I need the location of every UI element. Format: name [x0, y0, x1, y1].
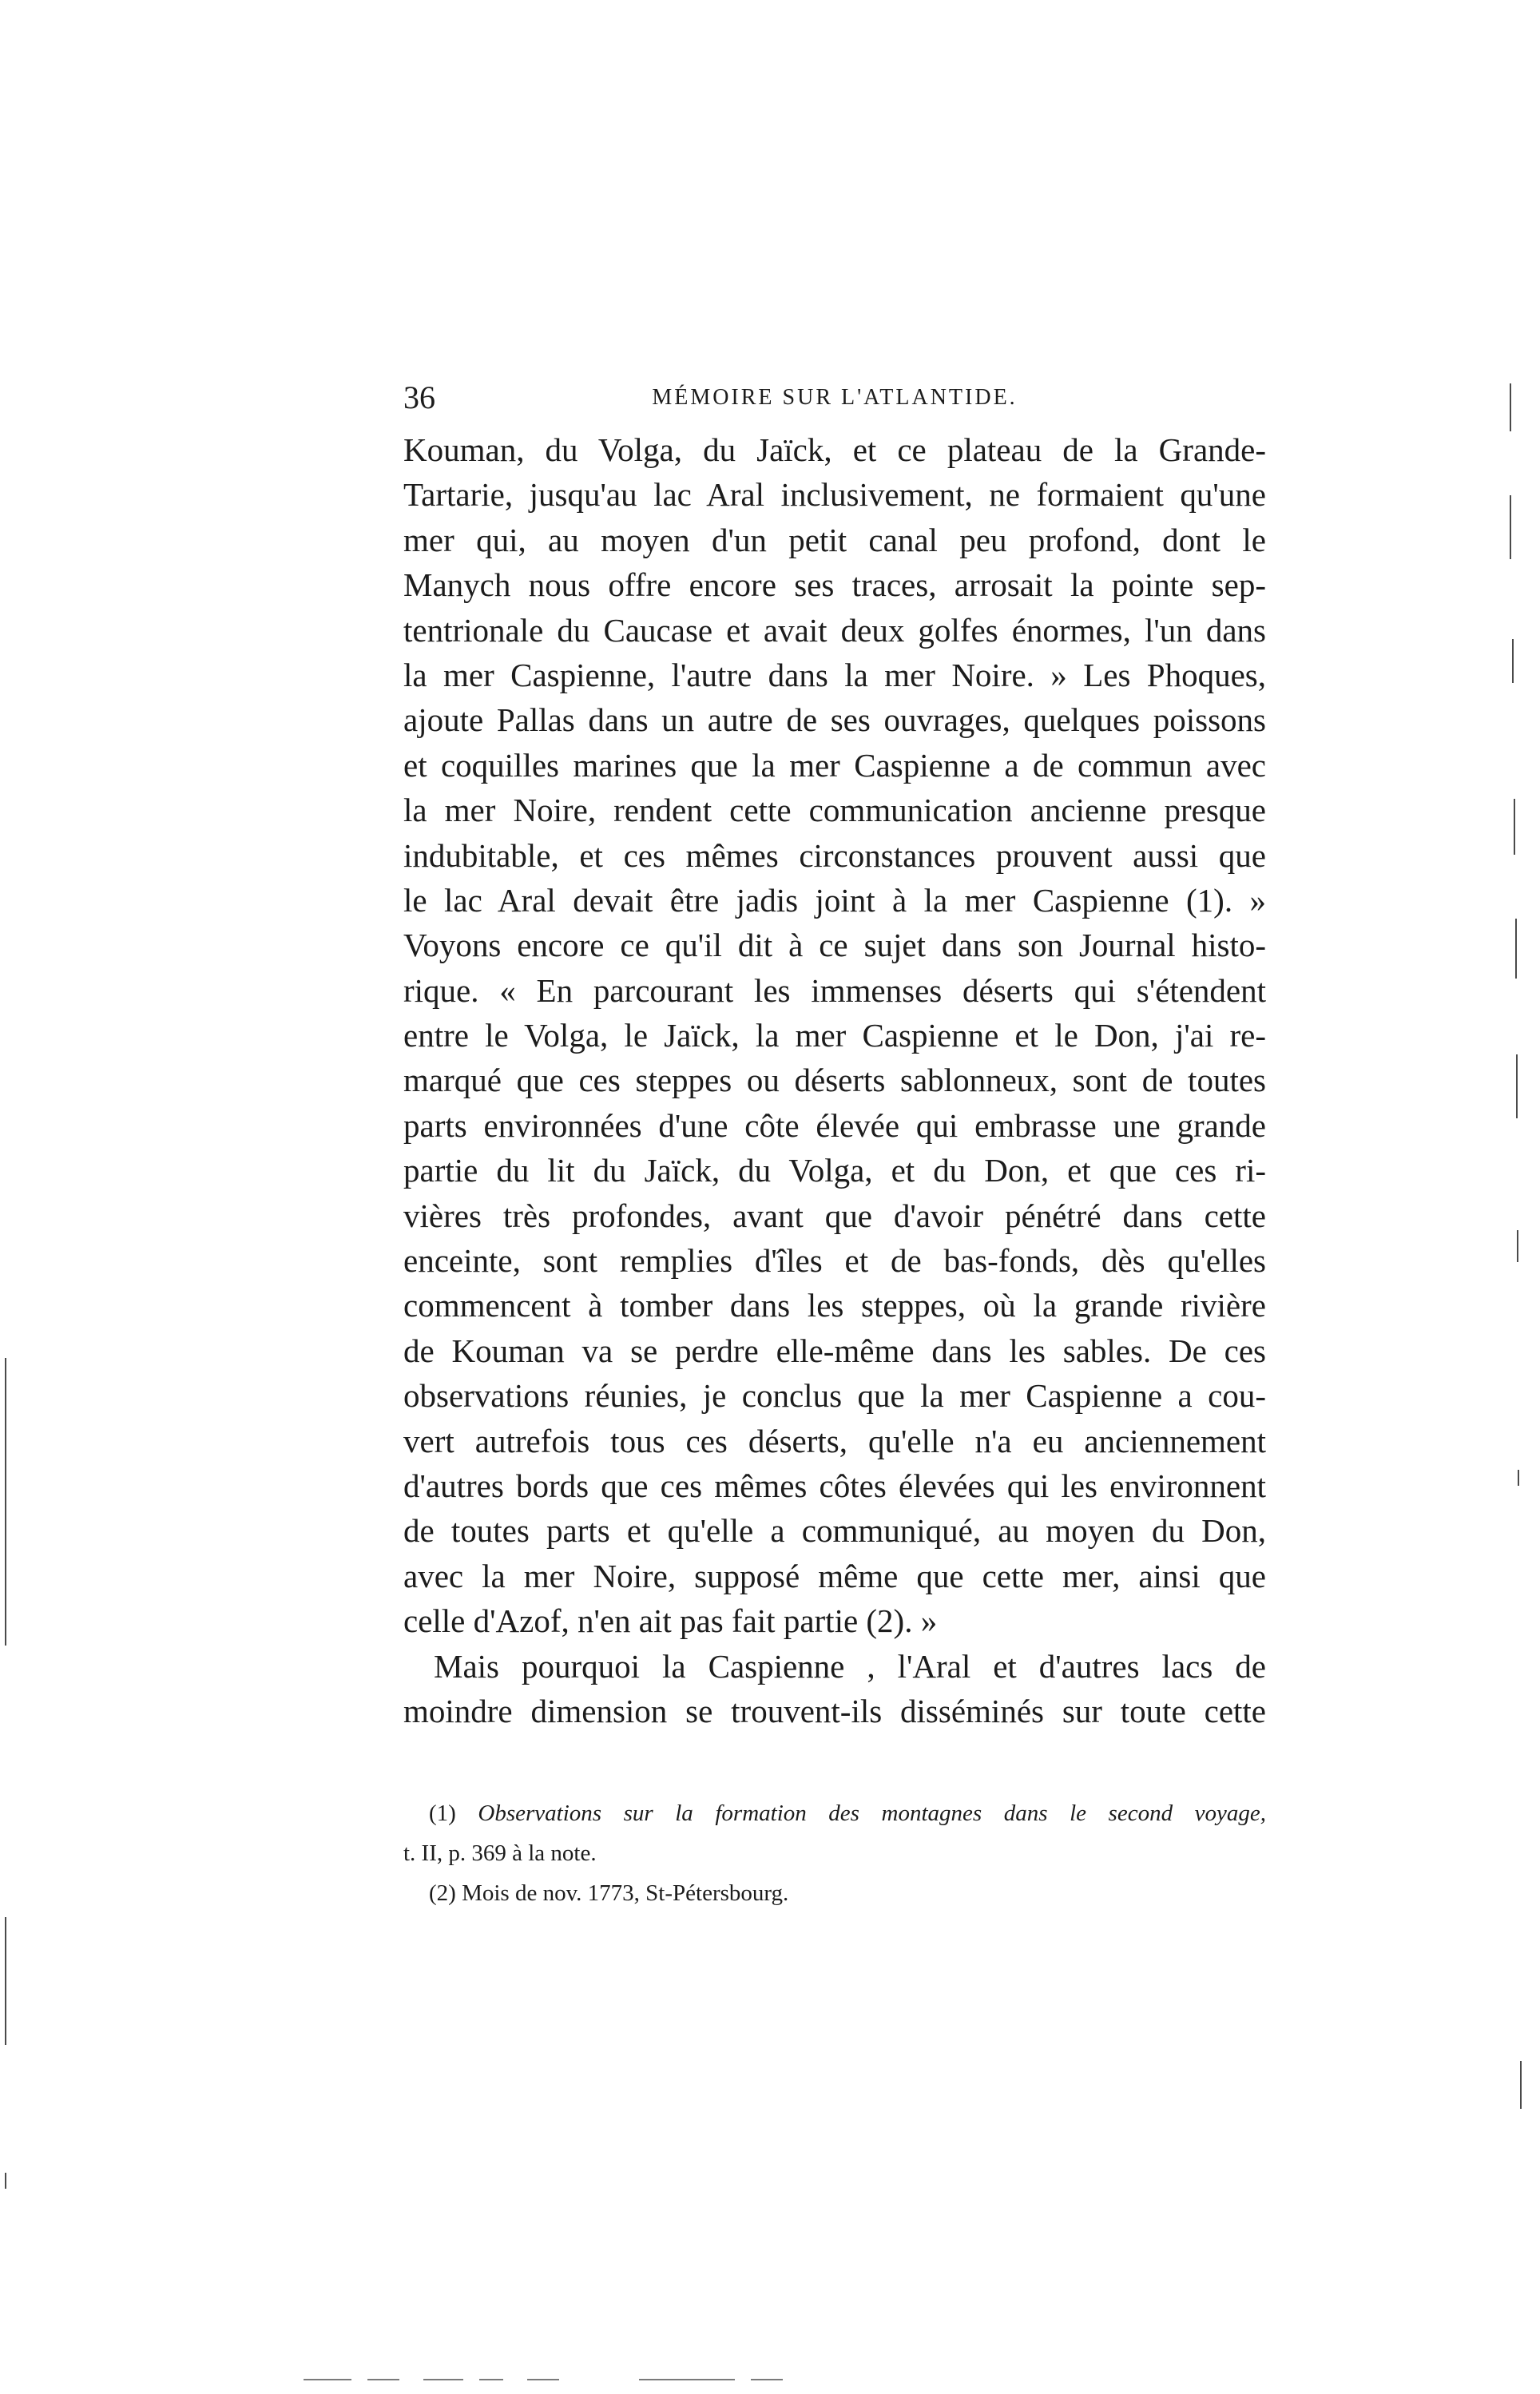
text-line: commencent à tomber dans les steppes, où la grande rivière [403, 1287, 1266, 1324]
text-line: indubitable, et ces mêmes circonstances prouvent aussi que [403, 836, 1266, 874]
scan-bottom-mark [304, 2379, 351, 2380]
scan-margin-mark [1516, 1054, 1518, 1118]
scan-bottom-mark [423, 2379, 463, 2380]
scan-margin-mark [1514, 799, 1515, 855]
paragraph-start-line: Mais pourquoi la Caspienne , l'Aral et d'autres lacs de [434, 1647, 1266, 1685]
running-title: MÉMOIRE SUR L'ATLANTIDE. [652, 385, 1018, 410]
text-line: enceinte, sont remplies d'îles et de bas-fonds, dès qu'elles [403, 1242, 1266, 1280]
text-line: observations réunies, je conclus que la mer Caspienne a cou- [403, 1377, 1266, 1415]
text-line: Tartarie, jusqu'au lac Aral inclusivement, ne formaient qu'une [403, 476, 1266, 514]
footnote-1 [403, 1793, 1266, 1833]
text-line: Kouman, du Volga, du Jaïck, et ce plateau de la Grande- [403, 431, 1266, 468]
text-line: la mer Caspienne, l'autre dans la mer Noire. » Les Phoques, [403, 656, 1266, 693]
text-line: partie du lit du Jaïck, du Volga, et du Don, et que ces ri- [403, 1152, 1266, 1189]
scan-margin-mark [1517, 1230, 1518, 1262]
scan-margin-mark [1518, 1470, 1519, 1486]
text-line: et coquilles marines que la mer Caspienne a de commun avec [403, 746, 1266, 784]
scan-margin-mark [1510, 495, 1511, 559]
scan-margin-mark [1515, 919, 1517, 979]
scan-bottom-mark [527, 2379, 559, 2380]
text-line: entre le Volga, le Jaïck, la mer Caspienne et le Don, j'ai re- [403, 1017, 1266, 1054]
text-line: de toutes parts et qu'elle a communiqué, au moyen du Don, [403, 1512, 1266, 1550]
scan-margin-mark [1510, 383, 1511, 431]
footnote-2: (2) Mois de nov. 1773, St-Pétersbourg. [429, 1880, 789, 1906]
text-line: mer qui, au moyen d'un petit canal peu profond, dont le [403, 521, 1266, 558]
text-line: celle d'Azof, n'en ait pas fait partie (2). » [403, 1602, 938, 1640]
text-line: vert autrefois tous ces déserts, qu'elle n'a eu anciennement [403, 1422, 1266, 1459]
text-line: vières très profondes, avant que d'avoir pénétré dans cette [403, 1197, 1266, 1234]
body-text [403, 427, 1266, 1733]
scan-margin-mark [1512, 639, 1514, 683]
text-line: parts environnées d'une côte élevée qui embrasse une grande [403, 1106, 1266, 1144]
scan-margin-mark [1520, 2061, 1522, 2109]
scan-margin-mark [5, 2173, 6, 2189]
footnote-marker: (1) [429, 1800, 456, 1826]
scan-margin-mark [5, 1518, 6, 1646]
text-line: moindre dimension se trouvent-ils disséminés sur toute cette [403, 1692, 1266, 1729]
text-line: marqué que ces steppes ou déserts sablonneux, sont de toutes [403, 1062, 1266, 1099]
text-line: la mer Noire, rendent cette communication ancienne presque [403, 792, 1266, 829]
text-line: rique. « En parcourant les immenses déserts qui s'étendent [403, 971, 1266, 1009]
footnote-title: Observations sur la formation des montagnes dans le second voyage, [478, 1800, 1267, 1826]
scan-bottom-mark [751, 2379, 783, 2380]
scan-bottom-mark [479, 2379, 503, 2380]
scan-bottom-mark [367, 2379, 399, 2380]
page-header [403, 374, 1266, 422]
scan-bottom-mark [639, 2379, 735, 2380]
scan-margin-mark [5, 1358, 6, 1518]
text-line: d'autres bords que ces mêmes côtes élevées qui les environnent [403, 1467, 1266, 1504]
text-line: avec la mer Noire, supposé même que cette mer, ainsi que [403, 1557, 1266, 1594]
text-line: de Kouman va se perdre elle-même dans les sables. De ces [403, 1332, 1266, 1369]
text-line: tentrionale du Caucase et avait deux golfes énormes, l'un dans [403, 611, 1266, 649]
footnote-1-continuation: t. II, p. 369 à la note. [403, 1840, 597, 1866]
text-line: le lac Aral devait être jadis joint à la mer Caspienne (1). » [403, 881, 1266, 919]
text-line: Manych nous offre encore ses traces, arrosait la pointe sep- [403, 566, 1266, 604]
text-line: ajoute Pallas dans un autre de ses ouvrages, quelques poissons [403, 701, 1266, 739]
scan-margin-mark [5, 1917, 6, 2045]
page-number: 36 [403, 379, 435, 415]
text-line: Voyons encore ce qu'il dit à ce sujet dans son Journal histo- [403, 927, 1266, 964]
footnotes [403, 1793, 1266, 1913]
